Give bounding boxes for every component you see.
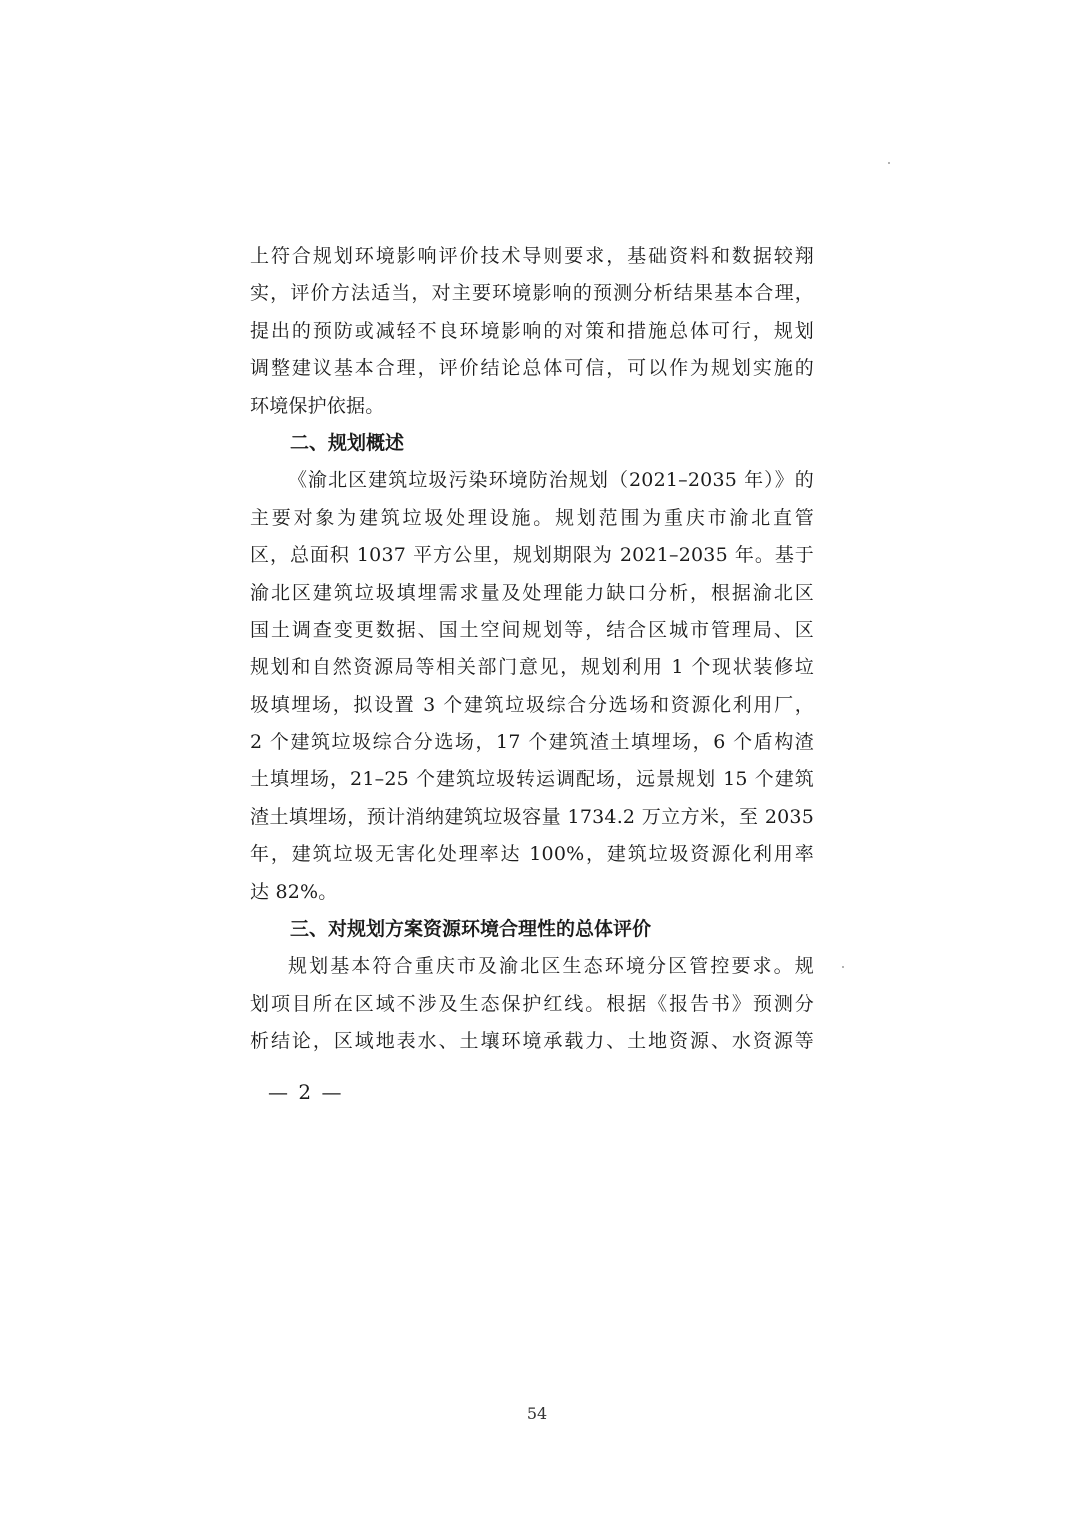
text-line: 调整建议基本合理，评价结论总体可信，可以作为规划实施的 <box>250 357 814 380</box>
text-line: 划项目所在区域不涉及生态保护红线。根据《报告书》预测分 <box>250 992 814 1015</box>
text-line: 渝北区建筑垃圾填埋需求量及处理能力缺口分析，根据渝北区 <box>250 581 814 604</box>
page-number: 54 <box>526 1404 548 1423</box>
text-line: 国土调查变更数据、国土空间规划等，结合区城市管理局、区 <box>250 618 814 641</box>
text-line: 上符合规划环境影响评价技术导则要求，基础资料和数据较翔 <box>250 245 814 267</box>
text-line: 主要对象为建筑垃圾处理设施。规划范围为重庆市渝北直管 <box>250 506 814 529</box>
text-line: 实，评价方法适当，对主要环境影响的预测分析结果基本合理， <box>250 282 814 305</box>
text-line: 析结论，区域地表水、土壤环境承载力、土地资源、水资源等 <box>250 1030 814 1053</box>
document-body <box>250 238 814 1061</box>
paragraph-1 <box>250 238 814 425</box>
section-heading-evaluation: 三、对规划方案资源环境合理性的总体评价 <box>290 918 652 941</box>
text-line: 规划和自然资源局等相关部门意见，规划利用 1 个现状装修垃 <box>250 656 814 679</box>
text-line: 年，建筑垃圾无害化处理率达 100%，建筑垃圾资源化利用率 <box>250 843 814 866</box>
folio-page-marker: — 2 — <box>268 1080 344 1104</box>
text-line: 提出的预防或减轻不良环境影响的对策和措施总体可行，规划 <box>250 319 814 342</box>
text-line: 达 82%。 <box>250 880 338 903</box>
paragraph-overview <box>250 462 814 911</box>
paragraph-evaluation <box>250 948 814 1060</box>
text-line: 渣土填埋场，预计消纳建筑垃圾容量 1734.2 万立方米，至 2035 <box>250 805 814 828</box>
text-line: 2 个建筑垃圾综合分选场，17 个建筑渣土填埋场，6 个盾构渣 <box>250 731 814 754</box>
text-line: 土填埋场，21–25 个建筑垃圾转运调配场，远景规划 15 个建筑 <box>250 768 814 791</box>
scan-speck <box>842 966 844 968</box>
text-line: 区，总面积 1037 平方公里，规划期限为 2021–2035 年。基于 <box>250 544 814 567</box>
text-line: 圾填埋场，拟设置 3 个建筑垃圾综合分选场和资源化利用厂， <box>250 693 814 716</box>
section-heading-overview: 二、规划概述 <box>290 431 405 454</box>
scan-speck <box>888 162 890 164</box>
text-line: 规划基本符合重庆市及渝北区生态环境分区管控要求。规 <box>288 955 814 978</box>
text-line: 环境保护依据。 <box>250 394 385 417</box>
text-line: 《渝北区建筑垃圾污染环境防治规划（2021–2035 年）》的 <box>288 469 814 492</box>
